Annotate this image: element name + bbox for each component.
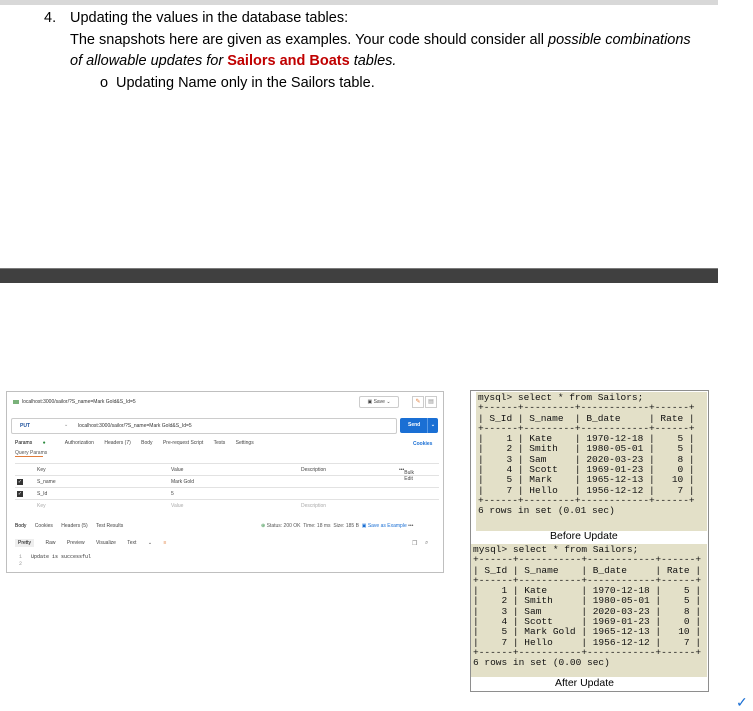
- tab-visualize[interactable]: Visualize: [96, 540, 116, 546]
- param-key[interactable]: S_Id: [37, 491, 48, 497]
- item-description-line-2: [70, 51, 396, 72]
- tab-raw[interactable]: Raw: [45, 540, 56, 546]
- key-column-header: Key: [37, 467, 46, 473]
- param-value-placeholder[interactable]: Value: [171, 503, 184, 509]
- tab-response-cookies[interactable]: Cookies: [34, 523, 53, 529]
- param-description-placeholder[interactable]: Description: [301, 503, 327, 509]
- item-heading: Updating the values in the database tables:: [70, 10, 349, 26]
- response-text: Update is successful: [31, 554, 92, 560]
- param-row: [15, 475, 439, 487]
- response-tabs: [15, 523, 130, 529]
- description-column-header: Description: [301, 467, 327, 473]
- status-label: [267, 523, 301, 529]
- globe-icon: ⊕: [261, 523, 266, 529]
- response-line: [19, 561, 31, 567]
- bullet-marker: o: [100, 75, 109, 91]
- checkbox-checked[interactable]: ✓: [17, 479, 23, 485]
- save-icon: ▣: [367, 399, 374, 405]
- item-description-line: [70, 30, 691, 51]
- copy-icon[interactable]: ❐: [412, 541, 418, 547]
- query-params-underline: [15, 456, 43, 457]
- save-button[interactable]: ▣ Save ⌄: [359, 396, 399, 408]
- wrap-lines-icon[interactable]: ≡: [163, 540, 167, 546]
- save-label: Save: [373, 399, 385, 405]
- query-params-label: Query Params: [15, 450, 48, 456]
- highlighted-tables: Sailors and Boats: [227, 53, 350, 69]
- response-line: [19, 554, 91, 560]
- save-example-label: Save as Example: [367, 523, 407, 529]
- description-emphasis: possible combinations: [548, 32, 691, 48]
- page-top-border: [0, 0, 718, 5]
- response-view-tabs: [15, 540, 176, 546]
- terminal-before: mysql> select * from Sailors; +------+---------+------------+------+ | S_Id | S_name | B_date | Rate | +------+---------+------------+------+ | 1 | Kate | 1970-12-18 | 5 | | 2 | Smith | 1980-05-01 | 5 | | 3 | Sam | 2020-03-23 | 8 | | 4 | Scott | 1969-01-23 | 0 | | 5 | Mark | 1965-12-13 | 10 | | 7 | Hello | 1956-12-12 | 7 | +------+---------+------------+------+ 6 rows in set (0.01 sec): [476, 392, 707, 531]
- tab-params-label: Params: [15, 440, 33, 446]
- send-label: Send: [408, 422, 421, 428]
- bulk-edit-label: Bulk Edit: [404, 470, 414, 482]
- tab-response-headers[interactable]: Headers (5): [61, 523, 88, 529]
- edit-icon[interactable]: ✎: [412, 396, 424, 408]
- format-label: Text: [127, 540, 137, 546]
- param-key-placeholder[interactable]: Key: [37, 503, 46, 509]
- param-key[interactable]: S_name: [37, 479, 56, 485]
- description-text-3: tables.: [349, 53, 397, 69]
- url-input[interactable]: localhost:3000/sailor/?S_name=Mark Gold&S_Id=5: [78, 423, 192, 429]
- url-bar[interactable]: [11, 418, 397, 434]
- tab-body[interactable]: Body: [141, 440, 153, 446]
- checkbox-checked[interactable]: ✓: [17, 491, 23, 497]
- save-example-button[interactable]: ▣ Save as Example: [361, 523, 407, 529]
- sub-bullet-text: Updating Name only in the Sailors table.: [116, 75, 375, 91]
- bulk-edit-link[interactable]: ••• Bulk Edit: [399, 467, 414, 482]
- size-text: Size: 185 B: [333, 523, 359, 529]
- request-tab[interactable]: [13, 399, 136, 405]
- format-select[interactable]: Text ⌄: [127, 540, 153, 546]
- value-column-header: Value: [171, 467, 184, 473]
- request-tab-title: localhost:3000/sailor/?S_name=Mark Gold&S_Id=5: [22, 399, 136, 405]
- tab-pretty[interactable]: Pretty: [15, 539, 34, 547]
- send-button[interactable]: [400, 418, 438, 433]
- http-icon: [13, 400, 19, 404]
- separator-bar: [0, 268, 718, 283]
- param-row-empty: [15, 499, 439, 511]
- terminal-after: mysql> select * from Sailors; +------+-----------+------------+------+ | S_Id | S_name | B_date | Rate | +------+-----------+------------+------+ | 1 | Kate | 1970-12-18 | 5 | | 2 | Smith | 1980-05-01 | 5 | | 3 | Sam | 2020-03-23 | 8 | | 4 | Scott | 1969-01-23 | 0 | | 5 | Mark Gold | 1965-12-13 | 10 | | 7 | Hello | 1956-12-12 | 7 | +------+-----------+------------+------+ 6 rows in set (0.00 sec): [471, 544, 707, 677]
- item-number: 4.: [44, 10, 57, 26]
- tab-headers[interactable]: Headers (7): [104, 440, 131, 446]
- response-status-bar: [261, 523, 413, 529]
- line-number: 1: [19, 554, 32, 560]
- description-text-2: of allowable updates for: [70, 53, 228, 69]
- param-row: [15, 487, 439, 499]
- cookies-link[interactable]: Cookies: [413, 441, 433, 447]
- tab-settings[interactable]: Settings: [235, 440, 254, 446]
- tab-response-body[interactable]: Body: [15, 523, 27, 529]
- tab-preview[interactable]: Preview: [66, 540, 85, 546]
- tab-test-results[interactable]: Test Results: [95, 523, 124, 529]
- description-text: The snapshots here are given as examples. Your code should consider all: [70, 32, 548, 48]
- before-caption: Before Update: [550, 530, 618, 542]
- param-value[interactable]: 5: [171, 491, 174, 497]
- chevron-down-icon[interactable]: ⌄: [64, 422, 69, 428]
- status-text: Status: 200 OK: [266, 523, 301, 529]
- tab-params[interactable]: [15, 440, 55, 446]
- more-icon[interactable]: •••: [408, 523, 414, 529]
- tab-tests[interactable]: Tests: [213, 440, 226, 446]
- tab-authorization[interactable]: Authorization: [64, 440, 94, 446]
- comments-icon[interactable]: ▤: [425, 396, 437, 408]
- line-number: 2: [19, 561, 32, 567]
- method-select[interactable]: PUT: [20, 423, 30, 429]
- tab-pre-request-script[interactable]: Pre-request Script: [162, 440, 204, 446]
- param-value[interactable]: Mark Gold: [171, 479, 195, 485]
- request-tabs: [15, 440, 263, 446]
- time-text: Time: 18 ms: [303, 523, 331, 529]
- active-dot-icon: ●: [42, 440, 46, 446]
- postman-screenshot: [6, 391, 444, 573]
- check-icon: ✓: [736, 694, 748, 710]
- chevron-down-icon[interactable]: ⌄: [427, 418, 438, 433]
- search-icon[interactable]: ⌕: [425, 540, 429, 546]
- after-caption: After Update: [555, 677, 614, 689]
